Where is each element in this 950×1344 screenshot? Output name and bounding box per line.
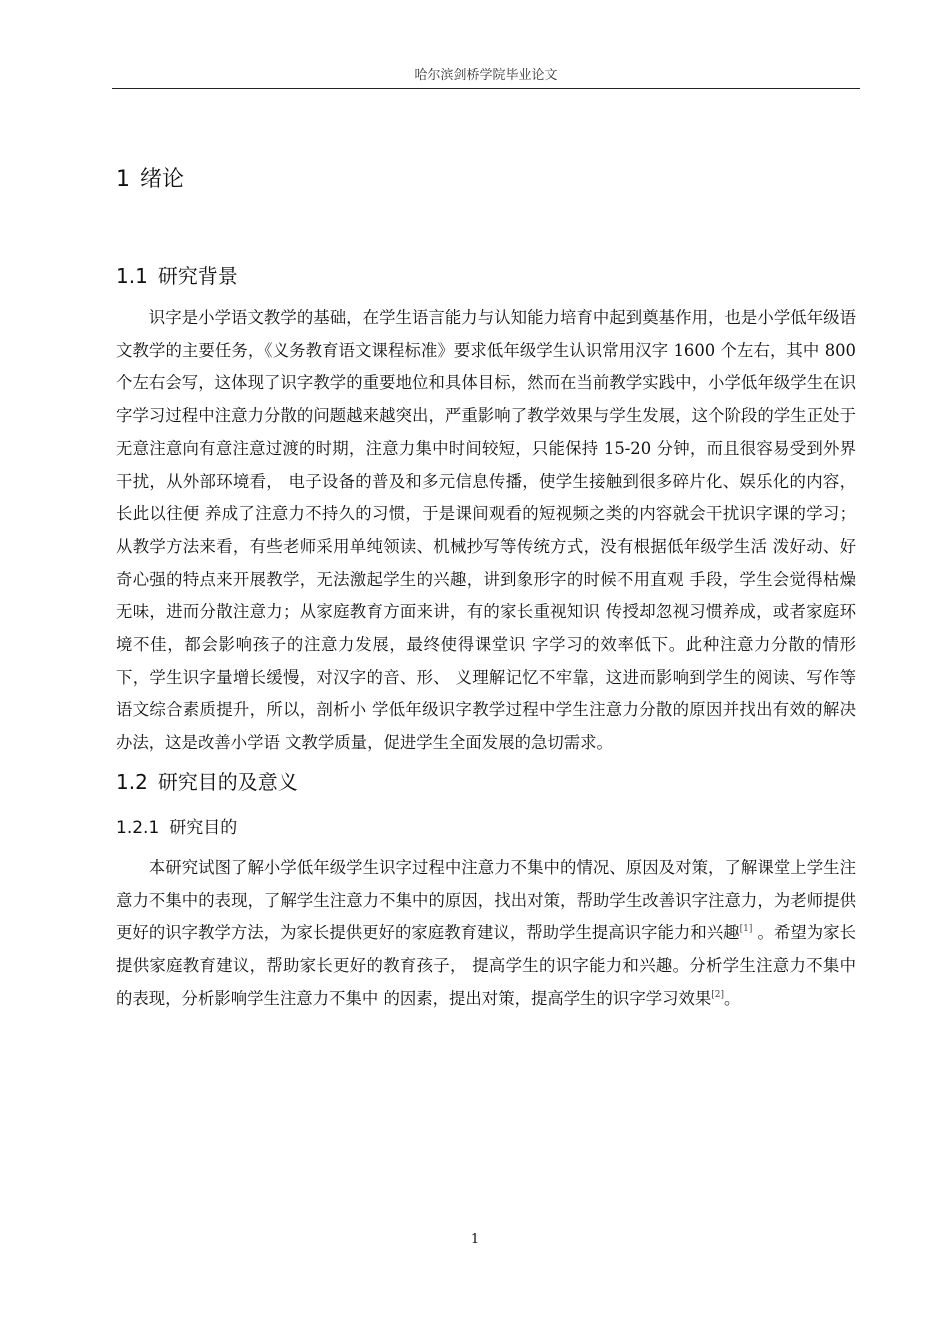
section-heading-1-2	[116, 760, 856, 804]
section-title: 研究目的及意义	[157, 769, 298, 794]
header-divider	[112, 88, 860, 89]
chapter-heading	[116, 160, 856, 200]
chapter-title: 绪论	[140, 167, 185, 192]
section-title: 研究背景	[157, 264, 238, 288]
page-number: 1	[470, 1232, 480, 1247]
purpose-paragraph	[116, 852, 856, 1016]
citation-1[interactable]: [1]	[739, 924, 753, 935]
section-number: 1.1	[116, 264, 148, 288]
subsection-heading-1-2-1	[116, 808, 856, 848]
subsection-title: 研究目的	[169, 817, 238, 838]
section-number: 1.2	[116, 769, 148, 794]
purpose-text-part-2: 。希望为家长提供家庭教育建议，帮助家长更好的教育孩子， 提高学生的识字能力和兴趣。分析学生注意力不集中的表现，分析影响学生注意力不集中 的因素，提出对策，提高学生的识字学习效果	[116, 923, 856, 1008]
page-content	[116, 160, 856, 1015]
citation-2[interactable]: [2]	[711, 989, 725, 1000]
purpose-text-part-3: 。	[724, 988, 741, 1008]
purpose-text-part-1: 本研究试图了解小学低年级学生识字过程中注意力不集中的情况、原因及对策，了解课堂上学生注意力不集中的表现，了解学生注意力不集中的原因，找出对策，帮助学生改善识字注意力，为老师提供更好的识字教学方法，为家长提供更好的家庭教育建议，帮助学生提高识字能力和兴趣	[116, 857, 856, 943]
subsection-number: 1.2.1	[116, 817, 160, 838]
chapter-number: 1	[116, 167, 130, 192]
section-heading-1-1	[116, 254, 856, 298]
background-paragraph: 识字是小学语文教学的基础，在学生语言能力与认知能力培育中起到奠基作用，也是小学低年级语文教学的主要任务，《义务教育语文课程标准》要求低年级学生认识常用汉字 1600 个左右，其中 800 个左右会写，这体现了识字教学的重要地位和具体目标，然而在当前教学实践中，小学低年级学生在识字学习过程中注意力分散的问题越来越突出，严重影响了教学效果与学生发展，这个阶段的学生正处于无意注意向有意注意过渡的时期，注意力集中时间较短，只能保持 15-20 分钟，而且很容易受到外界干扰，从外部环境看， 电子设备的普及和多元信息传播，使学生接触到很多碎片化、娱乐化的内容，长此以往便 养成了注意力不持久的习惯，于是课间观看的短视频之类的内容就会干扰识字课的学习； 从教学方法来看，有些老师采用单纯领读、机械抄写等传统方式，没有根据低年级学生活 泼好动、好奇心强的特点来开展教学，无法激起学生的兴趣，讲到象形字的时候不用直观 手段，学生会觉得枯燥无味，进而分散注意力；从家庭教育方面来讲，有的家长重视知识 传授却忽视习惯养成，或者家庭环境不佳，都会影响孩子的注意力发展，最终使得课堂识 字学习的效率低下。此种注意力分散的情形下，学生识字量增长缓慢，对汉字的音、形、 义理解记忆不牢靠，这进而影响到学生的阅读、写作等语文综合素质提升，所以，剖析小 学低年级识字教学过程中学生注意力分散的原因并找出有效的解决办法，这是改善小学语 文教学质量，促进学生全面发展的急切需求。	[116, 308, 856, 753]
running-header: 哈尔滨剑桥学院毕业论文	[414, 68, 558, 83]
